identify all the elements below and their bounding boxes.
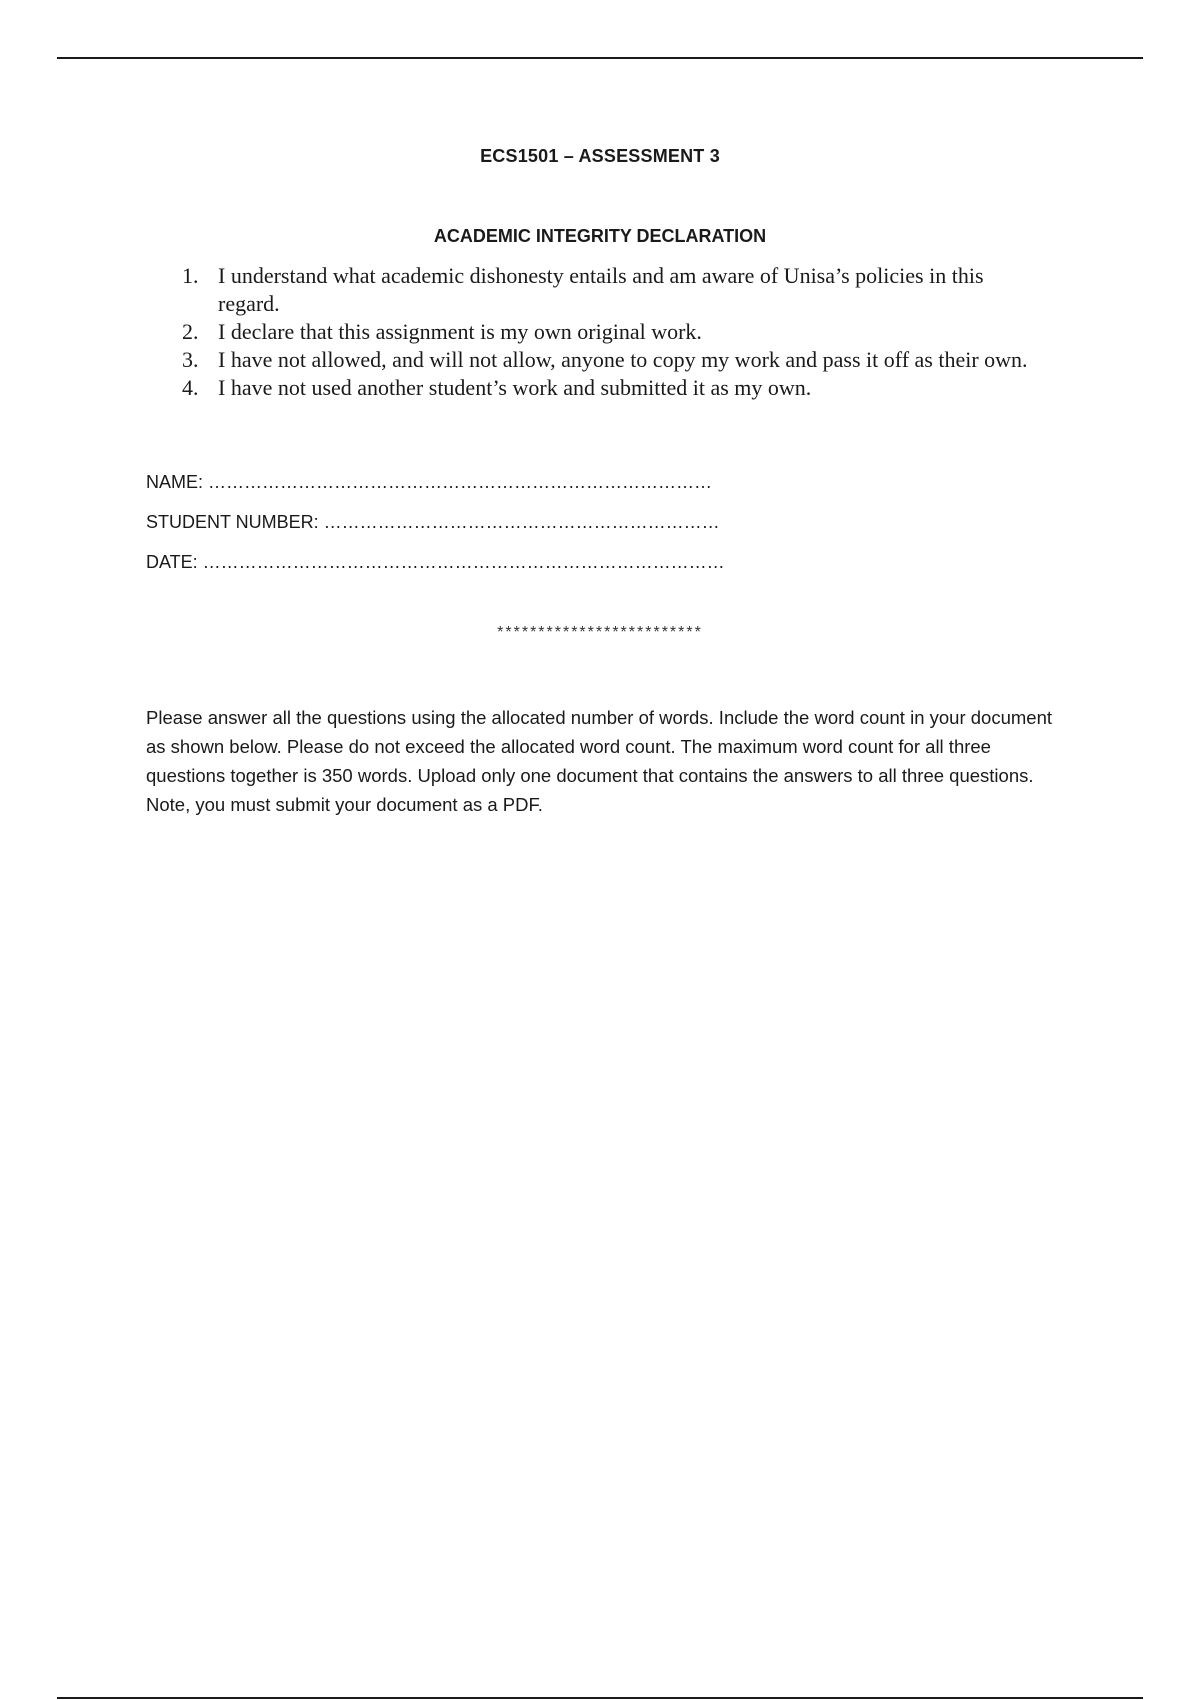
declaration-number: 4.: [182, 375, 199, 400]
declaration-item: [168, 318, 1048, 346]
declaration-item: [168, 346, 1048, 374]
declaration-number: 2.: [182, 319, 199, 344]
document-title: ECS1501 – ASSESSMENT 3: [480, 146, 720, 166]
declaration-text: I have not allowed, and will not allow, anyone to copy my work and pass it off as their own.: [218, 347, 1028, 372]
declaration-item: [168, 374, 1048, 402]
top-rule: [57, 57, 1143, 59]
declaration-item: [168, 262, 1048, 318]
declaration-text: I understand what academic dishonesty entails and am aware of Unisa’s policies in this regard.: [218, 263, 984, 316]
declaration-number: 1.: [182, 263, 199, 288]
student-details-fields: [146, 470, 725, 590]
student-number-field: STUDENT NUMBER: …………………………………………………………: [146, 512, 720, 532]
asterisk-separator: *************************: [497, 624, 703, 641]
date-field: DATE: ……………………………………………………………………………: [146, 552, 725, 572]
name-field: NAME: …………………………………………………………………………: [146, 472, 713, 492]
declaration-heading: ACADEMIC INTEGRITY DECLARATION: [433, 226, 767, 246]
declaration-text: I declare that this assignment is my own original work.: [218, 319, 702, 344]
declaration-list: [168, 262, 1048, 402]
bottom-rule: [57, 1697, 1143, 1699]
declaration-text: I have not used another student’s work and submitted it as my own.: [218, 375, 812, 400]
declaration-number: 3.: [182, 347, 199, 372]
instructions-paragraph: Please answer all the questions using the allocated number of words. Include the word count in your document as shown below. Please do not exceed the allocated word count. The maximum word count for all three questions together is 350 words. Upload only one document that contains the answers to all three questions. Note, you must submit your document as a PDF.: [146, 707, 1053, 815]
